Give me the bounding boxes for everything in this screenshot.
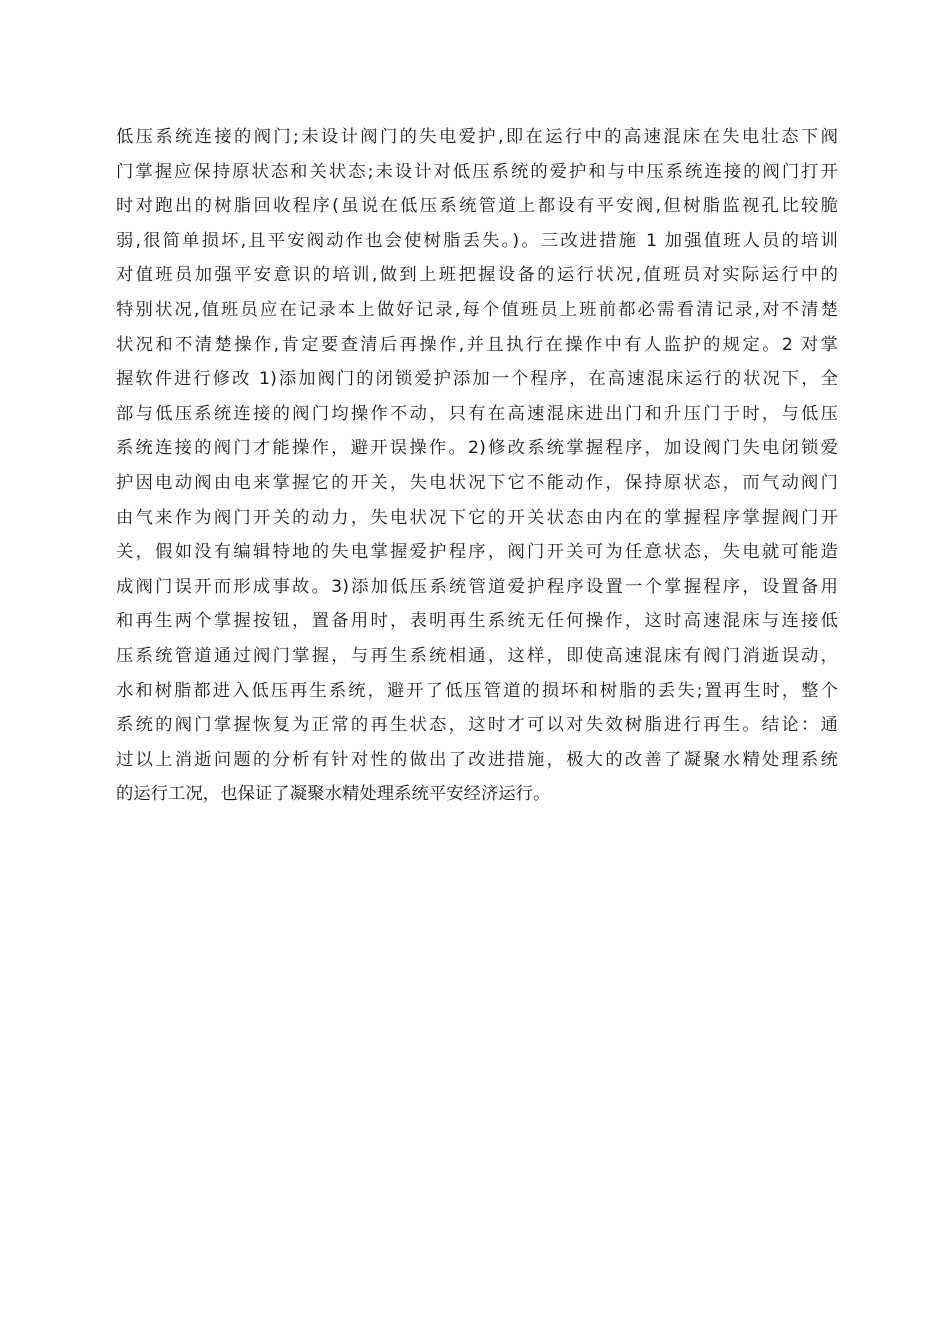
text-line: 由气来作为阀门开关的动力，失电状况下它的开关状态由内在的掌握程序掌握阀门开	[116, 507, 838, 528]
text-line: 低压系统连接的阀门;未设计阀门的失电爱护,即在运行中的高速混床在失电壮态下阀	[116, 127, 838, 147]
text-line: 成阀门误开而形成事故。3)添加低压系统管道爱护程序设置一个掌握程序，设置备用	[116, 576, 838, 597]
text-line: 弱,很简单损坏,且平安阀动作也会使树脂丢失。)。三改进措施 1 加强值班人员的培训	[116, 230, 838, 251]
text-line: 水和树脂都进入低压再生系统，避开了低压管道的损坏和树脂的丢失;置再生时，整个	[116, 680, 838, 701]
text-line: 系统的阀门掌握恢复为正常的再生状态，这时才可以对失效树脂进行再生。结论：通	[116, 715, 838, 736]
text-line: 系统连接的阀门才能操作，避开误操作。2)修改系统掌握程序，加设阀门失电闭锁爱	[116, 438, 838, 459]
text-line: 状况和不清楚操作,肯定要查清后再操作,并且执行在操作中有人监护的规定。2 对掌	[116, 334, 838, 355]
text-line: 关，假如没有编辑特地的失电掌握爱护程序，阀门开关可为任意状态，失电就可能造	[116, 542, 838, 563]
text-line: 握软件进行修改 1)添加阀门的闭锁爱护添加一个程序，在高速混床运行的状况下，全	[116, 369, 838, 390]
text-line: 部与低压系统连接的阀门均操作不动，只有在高速混床进出门和升压门于时，与低压	[116, 403, 838, 424]
text-line: 和再生两个掌握按钮，置备用时，表明再生系统无任何操作，这时高速混床与连接低	[116, 611, 838, 632]
text-line: 对值班员加强平安意识的培训,做到上班把握设备的运行状况,值班员对实际运行中的	[116, 265, 838, 286]
text-line: 护因电动阀由电来掌握它的开关，失电状况下它不能动作，保持原状态，而气动阀门	[116, 472, 838, 493]
text-line: 门掌握应保持原状态和关状态;未设计对低压系统的爱护和与中压系统连接的阀门打开	[116, 161, 838, 182]
text-line: 的运行工况，也保证了凝聚水精处理系统平安经济运行。	[116, 784, 551, 805]
text-line: 时对跑出的树脂回收程序(虽说在低压系统管道上都设有平安阀,但树脂监视孔比较脆	[116, 196, 838, 217]
text-line: 过以上消逝问题的分析有针对性的做出了改进措施，极大的改善了凝聚水精处理系统	[116, 749, 838, 770]
text-line: 特别状况,值班员应在记录本上做好记录,每个值班员上班前都必需看清记录,对不清楚	[116, 299, 838, 320]
text-line: 压系统管道通过阀门掌握，与再生系统相通，这样，即使高速混床有阀门消逝误动，	[116, 645, 838, 666]
body-paragraph	[116, 120, 838, 812]
